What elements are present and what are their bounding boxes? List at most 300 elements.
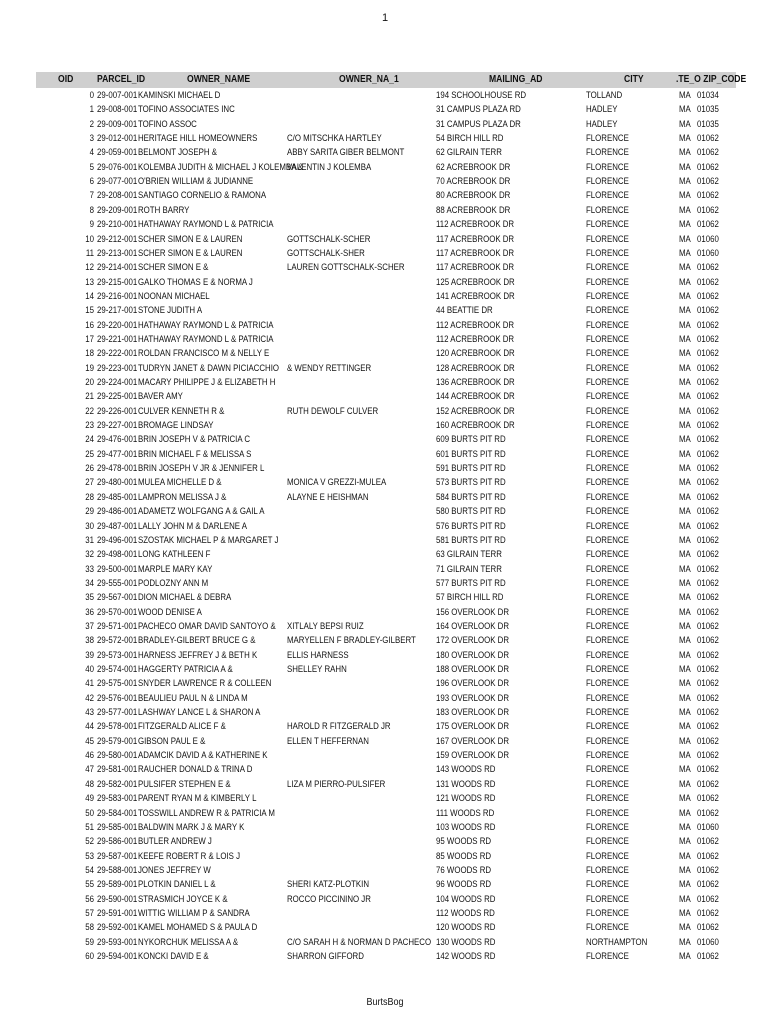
cell-city: FLORENCE (586, 204, 629, 216)
cell-mailing-ad: 31 CAMPUS PLAZA DR (436, 118, 521, 130)
cell-mailing-ad: 152 ACREBROOK DR (436, 405, 515, 417)
cell-mailing-ad: 103 WOODS RD (436, 821, 496, 833)
cell-zip-code: 01062 (697, 333, 719, 345)
cell-city: FLORENCE (586, 290, 629, 302)
cell-state: MA (679, 477, 691, 489)
table-row (0, 419, 770, 433)
cell-city: FLORENCE (586, 836, 629, 848)
cell-mailing-ad: 120 ACREBROOK DR (436, 348, 515, 360)
cell-owner-name: MULEA MICHELLE D & (138, 477, 222, 489)
cell-owner-na-1: SHERI KATZ-PLOTKIN (287, 879, 370, 891)
cell-owner-name: ADAMETZ WOLFGANG A & GAIL A (138, 506, 265, 518)
table-row (0, 290, 770, 304)
cell-mailing-ad: 584 BURTS PIT RD (436, 491, 506, 503)
cell-mailing-ad: 581 BURTS PIT RD (436, 534, 506, 546)
cell-city: FLORENCE (586, 951, 629, 962)
cell-city: FLORENCE (586, 721, 629, 733)
cell-owner-name: TOSSWILL ANDREW R & PATRICIA M (138, 807, 275, 819)
table-row (0, 491, 770, 505)
cell-mailing-ad: 62 GILRAIN TERR (436, 147, 502, 159)
cell-city: FLORENCE (586, 534, 629, 546)
cell-mailing-ad: 601 BURTS PIT RD (436, 448, 506, 460)
table-row (0, 548, 770, 562)
cell-state: MA (679, 319, 691, 331)
cell-state: MA (679, 850, 691, 862)
cell-parcel-id: 29-585-001 (97, 821, 138, 833)
cell-state: MA (679, 276, 691, 288)
cell-oid: 47 (85, 764, 94, 776)
cell-owner-na-1: RUTH DEWOLF CULVER (287, 405, 379, 417)
cell-oid: 21 (85, 391, 94, 403)
cell-zip-code: 01062 (697, 276, 719, 288)
cell-parcel-id: 29-582-001 (97, 778, 138, 790)
cell-city: FLORENCE (586, 707, 629, 719)
cell-city: FLORENCE (586, 577, 629, 589)
cell-city: FLORENCE (586, 563, 629, 575)
cell-city: FLORENCE (586, 778, 629, 790)
cell-parcel-id: 29-007-001 (97, 90, 138, 101)
cell-oid: 55 (85, 879, 94, 891)
cell-mailing-ad: 112 ACREBROOK DR (436, 219, 515, 231)
cell-state: MA (679, 305, 691, 317)
cell-owner-name: MARPLE MARY KAY (138, 563, 213, 575)
cell-state: MA (679, 750, 691, 762)
cell-oid: 26 (85, 463, 94, 475)
cell-owner-name: TUDRYN JANET & DAWN PICIACCHIO (138, 362, 280, 374)
cell-mailing-ad: 70 ACREBROOK DR (436, 176, 511, 188)
cell-owner-name: PARENT RYAN M & KIMBERLY L (138, 793, 257, 805)
cell-city: FLORENCE (586, 305, 629, 317)
cell-city: FLORENCE (586, 606, 629, 618)
cell-state: MA (679, 247, 691, 259)
cell-zip-code: 01062 (697, 520, 719, 532)
cell-zip-code: 01062 (697, 348, 719, 360)
cell-state: MA (679, 448, 691, 460)
cell-city: FLORENCE (586, 219, 629, 231)
cell-owner-name: HATHAWAY RAYMOND L & PATRICIA (138, 219, 274, 231)
cell-parcel-id: 29-220-001 (97, 319, 138, 331)
table-row (0, 907, 770, 921)
cell-oid: 25 (85, 448, 94, 460)
cell-zip-code: 01062 (697, 549, 719, 561)
cell-mailing-ad: 88 ACREBROOK DR (436, 204, 511, 216)
cell-mailing-ad: 117 ACREBROOK DR (436, 247, 515, 259)
cell-city: FLORENCE (586, 463, 629, 475)
cell-owner-name: STONE JUDITH A (138, 305, 203, 317)
cell-city: FLORENCE (586, 879, 629, 891)
table-row (0, 161, 770, 175)
cell-mailing-ad: 576 BURTS PIT RD (436, 520, 506, 532)
table-row (0, 433, 770, 447)
cell-city: FLORENCE (586, 664, 629, 675)
cell-mailing-ad: 141 ACREBROOK DR (436, 290, 515, 302)
cell-city: FLORENCE (586, 649, 629, 661)
cell-parcel-id: 29-590-001 (97, 893, 138, 905)
cell-city: FLORENCE (586, 549, 629, 561)
cell-zip-code: 01062 (697, 434, 719, 446)
cell-zip-code: 01062 (697, 692, 719, 704)
cell-mailing-ad: 95 WOODS RD (436, 836, 492, 848)
cell-state: MA (679, 692, 691, 704)
cell-city: FLORENCE (586, 477, 629, 489)
cell-zip-code: 01062 (697, 506, 719, 518)
cell-city: FLORENCE (586, 405, 629, 417)
table-row (0, 677, 770, 691)
cell-parcel-id: 29-059-001 (97, 147, 138, 159)
cell-state: MA (679, 649, 691, 661)
cell-parcel-id: 29-577-001 (97, 707, 138, 719)
cell-parcel-id: 29-496-001 (97, 534, 138, 546)
cell-parcel-id: 29-583-001 (97, 793, 138, 805)
cell-state: MA (679, 204, 691, 216)
cell-owner-na-1: & WENDY RETTINGER (287, 362, 372, 374)
cell-state: MA (679, 951, 691, 962)
cell-state: MA (679, 506, 691, 518)
cell-oid: 42 (85, 692, 94, 704)
cell-city: FLORENCE (586, 362, 629, 374)
cell-city: FLORENCE (586, 377, 629, 388)
table-row (0, 476, 770, 490)
cell-zip-code: 01062 (697, 750, 719, 762)
cell-state: MA (679, 491, 691, 503)
cell-oid: 44 (85, 721, 94, 733)
table-row (0, 807, 770, 821)
table-row (0, 132, 770, 146)
table-row (0, 821, 770, 835)
header-owner-name: OWNER_NAME (187, 74, 251, 85)
cell-owner-name: JONES JEFFREY W (138, 864, 211, 876)
cell-parcel-id: 29-476-001 (97, 434, 138, 446)
cell-mailing-ad: 142 WOODS RD (436, 951, 496, 962)
cell-mailing-ad: 44 BEATTIE DR (436, 305, 493, 317)
table-row (0, 175, 770, 189)
cell-state: MA (679, 161, 691, 173)
table-row (0, 319, 770, 333)
cell-parcel-id: 29-571-001 (97, 620, 138, 632)
cell-owner-name: HERITAGE HILL HOMEOWNERS (138, 133, 258, 145)
table-row (0, 921, 770, 935)
cell-oid: 51 (85, 821, 94, 833)
cell-mailing-ad: 143 WOODS RD (436, 764, 496, 776)
cell-owner-name: BEAULIEU PAUL N & LINDA M (138, 692, 248, 704)
cell-parcel-id: 29-216-001 (97, 290, 138, 302)
cell-state: MA (679, 176, 691, 188)
table-row (0, 878, 770, 892)
cell-owner-name: BRADLEY-GILBERT BRUCE G & (138, 635, 256, 647)
cell-state: MA (679, 434, 691, 446)
table-row (0, 405, 770, 419)
cell-oid: 18 (85, 348, 94, 360)
cell-oid: 45 (85, 735, 94, 747)
cell-oid: 3 (89, 133, 94, 145)
cell-owner-name: TOFINO ASSOCIATES INC (138, 104, 235, 116)
cell-owner-name: ROTH BARRY (138, 204, 190, 216)
cell-city: FLORENCE (586, 750, 629, 762)
cell-zip-code: 01062 (697, 391, 719, 403)
cell-owner-name: HATHAWAY RAYMOND L & PATRICIA (138, 333, 274, 345)
cell-mailing-ad: 117 ACREBROOK DR (436, 262, 515, 274)
cell-mailing-ad: 111 WOODS RD (436, 807, 495, 819)
cell-owner-name: PLOTKIN DANIEL L & (138, 879, 216, 891)
header-owner-na-1: OWNER_NA_1 (339, 74, 399, 85)
cell-zip-code: 01062 (697, 793, 719, 805)
cell-owner-name: RAUCHER DONALD & TRINA D (138, 764, 253, 776)
cell-owner-na-1: C/O MITSCHKA HARTLEY (287, 133, 382, 145)
cell-mailing-ad: 112 ACREBROOK DR (436, 319, 515, 331)
cell-oid: 57 (85, 907, 94, 919)
cell-mailing-ad: 159 OVERLOOK DR (436, 750, 510, 762)
table-row (0, 835, 770, 849)
cell-zip-code: 01060 (697, 821, 719, 833)
cell-parcel-id: 29-209-001 (97, 204, 138, 216)
cell-oid: 4 (89, 147, 94, 159)
cell-owner-na-1: ROCCO PICCININO JR (287, 893, 371, 905)
table-row (0, 850, 770, 864)
cell-parcel-id: 29-215-001 (97, 276, 138, 288)
cell-parcel-id: 29-214-001 (97, 262, 138, 274)
cell-mailing-ad: 172 OVERLOOK DR (436, 635, 510, 647)
cell-oid: 40 (85, 664, 94, 675)
cell-parcel-id: 29-224-001 (97, 377, 138, 388)
cell-oid: 58 (85, 922, 94, 934)
cell-owner-name: DION MICHAEL & DEBRA (138, 592, 232, 604)
table-row (0, 89, 770, 103)
cell-owner-name: KAMINSKI MICHAEL D (138, 90, 221, 101)
cell-parcel-id: 29-555-001 (97, 577, 138, 589)
cell-state: MA (679, 219, 691, 231)
cell-owner-name: SZOSTAK MICHAEL P & MARGARET J (138, 534, 279, 546)
cell-owner-name: PACHECO OMAR DAVID SANTOYO & (138, 620, 276, 632)
cell-state: MA (679, 778, 691, 790)
cell-oid: 2 (89, 118, 94, 130)
cell-parcel-id: 29-500-001 (97, 563, 138, 575)
table-row (0, 720, 770, 734)
cell-zip-code: 01035 (697, 118, 719, 130)
cell-zip-code: 01062 (697, 907, 719, 919)
cell-oid: 39 (85, 649, 94, 661)
cell-parcel-id: 29-212-001 (97, 233, 138, 245)
cell-zip-code: 01062 (697, 463, 719, 475)
cell-state: MA (679, 879, 691, 891)
cell-owner-na-1: ELLIS HARNESS (287, 649, 349, 661)
cell-state: MA (679, 707, 691, 719)
cell-city: FLORENCE (586, 247, 629, 259)
cell-state: MA (679, 922, 691, 934)
cell-parcel-id: 29-578-001 (97, 721, 138, 733)
cell-city: FLORENCE (586, 420, 629, 432)
cell-oid: 20 (85, 377, 94, 388)
cell-city: FLORENCE (586, 319, 629, 331)
cell-state: MA (679, 907, 691, 919)
cell-state: MA (679, 936, 691, 948)
cell-city: FLORENCE (586, 434, 629, 446)
cell-zip-code: 01062 (697, 176, 719, 188)
cell-oid: 30 (85, 520, 94, 532)
cell-owner-name: STRASMICH JOYCE K & (138, 893, 228, 905)
cell-mailing-ad: 54 BIRCH HILL RD (436, 133, 504, 145)
cell-zip-code: 01062 (697, 635, 719, 647)
cell-parcel-id: 29-012-001 (97, 133, 138, 145)
cell-zip-code: 01062 (697, 362, 719, 374)
cell-mailing-ad: 121 WOODS RD (436, 793, 496, 805)
table-row (0, 146, 770, 160)
cell-mailing-ad: 112 ACREBROOK DR (436, 333, 515, 345)
table-row (0, 563, 770, 577)
cell-zip-code: 01060 (697, 936, 719, 948)
cell-city: FLORENCE (586, 233, 629, 245)
cell-parcel-id: 29-586-001 (97, 836, 138, 848)
table-row (0, 936, 770, 950)
cell-mailing-ad: 183 OVERLOOK DR (436, 707, 510, 719)
cell-oid: 15 (85, 305, 94, 317)
cell-owner-name: ROLDAN FRANCISCO M & NELLY E (138, 348, 270, 360)
cell-parcel-id: 29-589-001 (97, 879, 138, 891)
cell-owner-name: PULSIFER STEPHEN E & (138, 778, 231, 790)
cell-parcel-id: 29-008-001 (97, 104, 138, 116)
cell-owner-name: KEEFE ROBERT R & LOIS J (138, 850, 241, 862)
cell-city: FLORENCE (586, 262, 629, 274)
cell-city: FLORENCE (586, 864, 629, 876)
cell-owner-name: FITZGERALD ALICE F & (138, 721, 226, 733)
cell-parcel-id: 29-592-001 (97, 922, 138, 934)
cell-zip-code: 01062 (697, 477, 719, 489)
cell-oid: 16 (85, 319, 94, 331)
cell-parcel-id: 29-574-001 (97, 664, 138, 675)
cell-mailing-ad: 104 WOODS RD (436, 893, 496, 905)
cell-state: MA (679, 290, 691, 302)
cell-zip-code: 01062 (697, 491, 719, 503)
cell-oid: 49 (85, 793, 94, 805)
cell-city: NORTHAMPTON (586, 936, 648, 948)
page-number: 1 (381, 12, 389, 24)
cell-mailing-ad: 196 OVERLOOK DR (436, 678, 510, 690)
cell-oid: 27 (85, 477, 94, 489)
cell-mailing-ad: 130 WOODS RD (436, 936, 496, 948)
cell-oid: 46 (85, 750, 94, 762)
cell-parcel-id: 29-573-001 (97, 649, 138, 661)
table-row (0, 749, 770, 763)
cell-owner-na-1: GOTTSCHALK-SCHER (287, 233, 371, 245)
cell-owner-name: SCHER SIMON E & (138, 262, 209, 274)
cell-mailing-ad: 193 OVERLOOK DR (436, 692, 510, 704)
cell-city: FLORENCE (586, 807, 629, 819)
table-row (0, 304, 770, 318)
cell-parcel-id: 29-208-001 (97, 190, 138, 202)
cell-oid: 8 (89, 204, 94, 216)
cell-oid: 34 (85, 577, 94, 589)
cell-state: MA (679, 333, 691, 345)
cell-city: FLORENCE (586, 391, 629, 403)
cell-zip-code: 01060 (697, 247, 719, 259)
cell-owner-na-1: ELLEN T HEFFERNAN (287, 735, 369, 747)
table-row (0, 233, 770, 247)
cell-oid: 17 (85, 333, 94, 345)
cell-parcel-id: 29-572-001 (97, 635, 138, 647)
cell-zip-code: 01062 (697, 664, 719, 675)
cell-state: MA (679, 147, 691, 159)
header-parcel-id: PARCEL_ID (97, 74, 146, 85)
table-row (0, 376, 770, 390)
cell-zip-code: 01062 (697, 606, 719, 618)
cell-oid: 7 (89, 190, 94, 202)
cell-zip-code: 01062 (697, 850, 719, 862)
cell-city: FLORENCE (586, 147, 629, 159)
cell-state: MA (679, 836, 691, 848)
cell-city: FLORENCE (586, 793, 629, 805)
cell-mailing-ad: 144 ACREBROOK DR (436, 391, 515, 403)
cell-owner-name: BRIN MICHAEL F & MELISSA S (138, 448, 252, 460)
table-row (0, 763, 770, 777)
cell-oid: 54 (85, 864, 94, 876)
cell-oid: 28 (85, 491, 94, 503)
cell-state: MA (679, 118, 691, 130)
table-row (0, 103, 770, 117)
cell-city: FLORENCE (586, 692, 629, 704)
cell-parcel-id: 29-077-001 (97, 176, 138, 188)
cell-oid: 56 (85, 893, 94, 905)
cell-oid: 41 (85, 678, 94, 690)
cell-zip-code: 01062 (697, 305, 719, 317)
cell-parcel-id: 29-009-001 (97, 118, 138, 130)
cell-oid: 9 (89, 219, 94, 231)
cell-mailing-ad: 573 BURTS PIT RD (436, 477, 506, 489)
cell-oid: 19 (85, 362, 94, 374)
cell-owner-name: O'BRIEN WILLIAM & JUDIANNE (138, 176, 254, 188)
cell-mailing-ad: 117 ACREBROOK DR (436, 233, 515, 245)
table-row (0, 276, 770, 290)
cell-state: MA (679, 664, 691, 675)
cell-owner-name: BAVER AMY (138, 391, 183, 403)
table-row (0, 520, 770, 534)
cell-state: MA (679, 377, 691, 388)
cell-zip-code: 01062 (697, 592, 719, 604)
table-row (0, 692, 770, 706)
cell-zip-code: 01062 (697, 778, 719, 790)
cell-owner-name: MACARY PHILIPPE J & ELIZABETH H (138, 377, 276, 388)
cell-mailing-ad: 164 OVERLOOK DR (436, 620, 510, 632)
cell-owner-name: SCHER SIMON E & LAUREN (138, 233, 243, 245)
cell-parcel-id: 29-478-001 (97, 463, 138, 475)
table-row (0, 462, 770, 476)
cell-zip-code: 01062 (697, 563, 719, 575)
cell-state: MA (679, 405, 691, 417)
header-mailing-ad: MAILING_AD (489, 74, 543, 85)
cell-zip-code: 01062 (697, 204, 719, 216)
table-row (0, 505, 770, 519)
cell-zip-code: 01062 (697, 879, 719, 891)
cell-owner-name: PODLOZNY ANN M (138, 577, 209, 589)
cell-owner-name: SCHER SIMON E & LAUREN (138, 247, 243, 259)
page-footer: BurtsBog (366, 997, 404, 1008)
cell-oid: 59 (85, 936, 94, 948)
cell-mailing-ad: 591 BURTS PIT RD (436, 463, 506, 475)
cell-mailing-ad: 120 WOODS RD (436, 922, 496, 934)
table-row (0, 189, 770, 203)
cell-owner-name: LALLY JOHN M & DARLENE A (138, 520, 248, 532)
table-row (0, 204, 770, 218)
table-row (0, 792, 770, 806)
table-row (0, 663, 770, 677)
cell-zip-code: 01062 (697, 190, 719, 202)
cell-mailing-ad: 80 ACREBROOK DR (436, 190, 511, 202)
cell-owner-na-1: LAUREN GOTTSCHALK-SCHER (287, 262, 405, 274)
cell-city: TOLLAND (586, 90, 623, 101)
cell-city: FLORENCE (586, 821, 629, 833)
cell-oid: 10 (85, 233, 94, 245)
table-row (0, 261, 770, 275)
cell-owner-name: LASHWAY LANCE L & SHARON A (138, 707, 261, 719)
cell-zip-code: 01062 (697, 534, 719, 546)
